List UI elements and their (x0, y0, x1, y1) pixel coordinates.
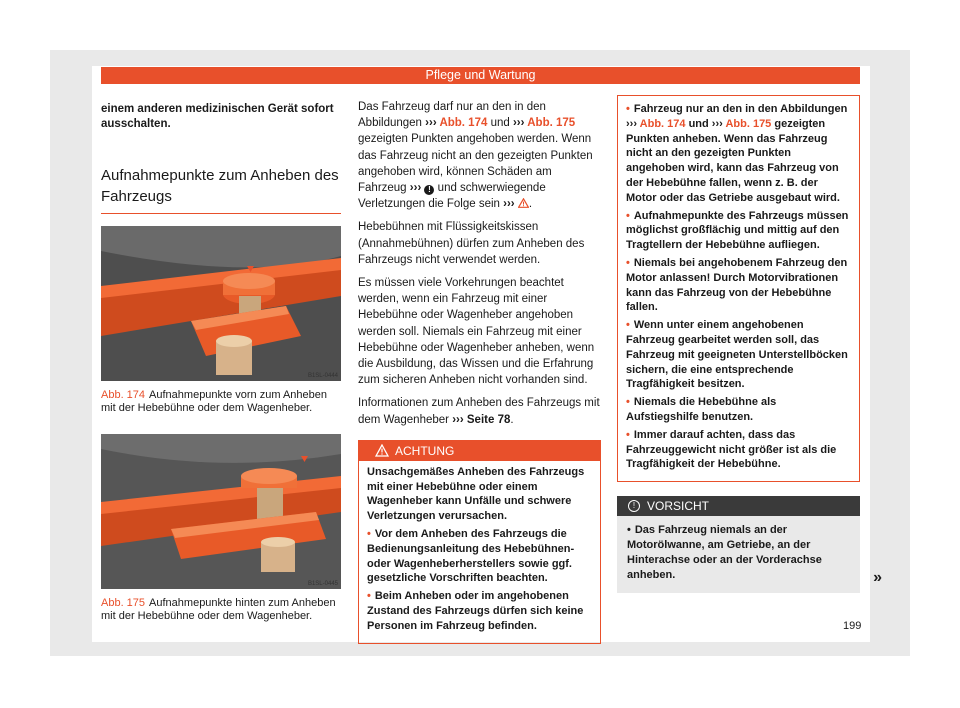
page-reference[interactable]: ››› Seite 78 (452, 413, 511, 426)
warning-bullet: • Aufnahmepunkte des Fahrzeugs müssen möglichst großflächig und mittig auf den Tragtellern der Hebebühne aufliegen. (626, 209, 851, 253)
figure-number: Abb. 175 (101, 597, 146, 609)
column-left (101, 98, 341, 623)
warning-bullet: • Immer darauf achten, dass das Fahrzeuggewicht nicht größer ist als die Tragfähigkeit der Hebebühne. (626, 428, 851, 472)
caution-reference[interactable]: ››› ! (410, 182, 435, 194)
figure-reference[interactable]: ››› Abb. 175 (711, 117, 772, 130)
column-right (617, 98, 882, 593)
paragraph-2: Hebebühnen mit Flüssigkeitskissen (Annahmebühnen) dürfen zum Anheben des Fahrzeugs nicht verwendet werden. (358, 221, 585, 266)
warning-intro: Unsachgemäßes Anheben des Fahrzeugs mit einer Hebebühne oder einem Wagenheber kann Unfälle und schwere Verletzungen verursachen. (367, 465, 585, 523)
paragraph-4: Informationen zum Anheben des Fahrzeugs mit dem Wagenheber ››› Seite 78. (358, 397, 600, 426)
section-title: Aufnahmepunkte zum Anheben des Fahrzeugs (101, 165, 341, 214)
caution-body (617, 516, 882, 593)
figure-174-caption (101, 389, 341, 415)
warning-body (359, 461, 600, 643)
paragraph-3: Es müssen viele Vorkehrungen beachtet werden, wenn ein Fahrzeug mit einer Hebebühne oder Wagenheber angehoben werden soll. Niemals ein Fahrzeug mit einer Hebebühne oder Wagenheber anheben, wenn die Ausbildung, das Wissen und die Erfahrung zum sicheren Anheben nicht vorhanden sind. (358, 277, 595, 387)
caution-box (617, 496, 882, 593)
warning-bullet: • Wenn unter einem angehobenen Fahrzeug gearbeitet werden soll, das Fahrzeug mit geeigneten Unterstellböcken sichern, die eine entsprechende Tragfähigkeit besitzen. (626, 318, 851, 392)
column-middle (358, 99, 601, 644)
figure-175-photo (101, 434, 341, 589)
figure-reference[interactable]: ››› Abb. 175 (512, 117, 576, 130)
warning-reference[interactable]: ››› (503, 198, 529, 210)
continued-mark: » (873, 569, 882, 587)
warning-bullet: • Niemals die Hebebühne als Aufstiegshilfe benutzen. (626, 395, 851, 425)
warning-header (359, 441, 600, 461)
warning-box (358, 440, 601, 644)
warning-bullet: • Vor dem Anheben des Fahrzeugs die Bedienungsanleitung des Hebebühnen-oder Wagenheberherstellers sowie ggf. gesetzliche Vorschriften beachten. (367, 527, 592, 586)
warning-bullet: • Fahrzeug nur an den in den Abbildungen ››› Abb. 174 und ››› Abb. 175 gezeigten Punkten anheben. Wenn das Fahrzeug nicht an den gezeigten Punkten angehoben wird, kann das Fahrzeug von der Hebebühne fallen, wenn z. B. der Motor oder das Getriebe ausgebaut wird. (626, 102, 851, 206)
caution-title: VORSICHT (647, 499, 710, 514)
chapter-header: Pflege und Wartung (101, 67, 860, 84)
warning-triangle-icon (518, 198, 529, 208)
warning-triangle-icon (375, 444, 389, 457)
warning-title: ACHTUNG (395, 443, 455, 458)
figure-code: B1SL-0445 (307, 581, 338, 587)
caption-text: Aufnahmepunkte vorn zum Anheben mit der Hebebühne oder dem Wagenheber. (101, 389, 328, 414)
figure-175 (101, 434, 341, 589)
figure-code: B1SL-0444 (307, 373, 338, 379)
caption-text: Aufnahmepunkte hinten zum Anheben mit der Hebebühne oder dem Wagenheber. (101, 597, 336, 622)
page-number: 199 (843, 620, 862, 632)
warning-bullet: • Niemals bei angehobenem Fahrzeug den Motor anlassen! Durch Motorvibrationen kann das Fahrzeug von der Hebebühne fallen. (626, 256, 851, 315)
warning-continuation-box (617, 95, 860, 482)
figure-reference[interactable]: ››› Abb. 174 (626, 117, 686, 130)
caution-circle-icon: ! (628, 500, 640, 512)
figure-174 (101, 226, 341, 381)
figure-175-caption (101, 597, 341, 623)
caution-circle-icon: ! (424, 185, 434, 195)
caution-bullet: • Das Fahrzeug niemals an der Motorölwanne, am Getriebe, an der Hinterachse oder an der Vorderachse anheben. (627, 523, 850, 582)
warning-bullet: • Beim Anheben oder im angehobenen Zustand des Fahrzeugs dürfen sich keine Personen im Fahrzeug befinden. (367, 589, 592, 633)
figure-reference[interactable]: ››› Abb. 174 (425, 117, 488, 130)
figure-174-photo (101, 226, 341, 381)
paragraph-1: Das Fahrzeug darf nur an den in den Abbildungen ››› Abb. 174 und ››› Abb. 175 gezeigten Punkten angehoben werden. Wenn das Fahrzeug nicht an den gezeigten Punkten angehoben wird, können Schäden am Fahrzeug ››› ! und schwerwiegende Verletzungen die Folge sein ››› . (358, 101, 593, 211)
intro-text: einem anderen medizinischen Gerät sofort ausschalten. (101, 103, 334, 130)
caution-header (617, 496, 860, 516)
figure-number: Abb. 174 (101, 389, 146, 401)
